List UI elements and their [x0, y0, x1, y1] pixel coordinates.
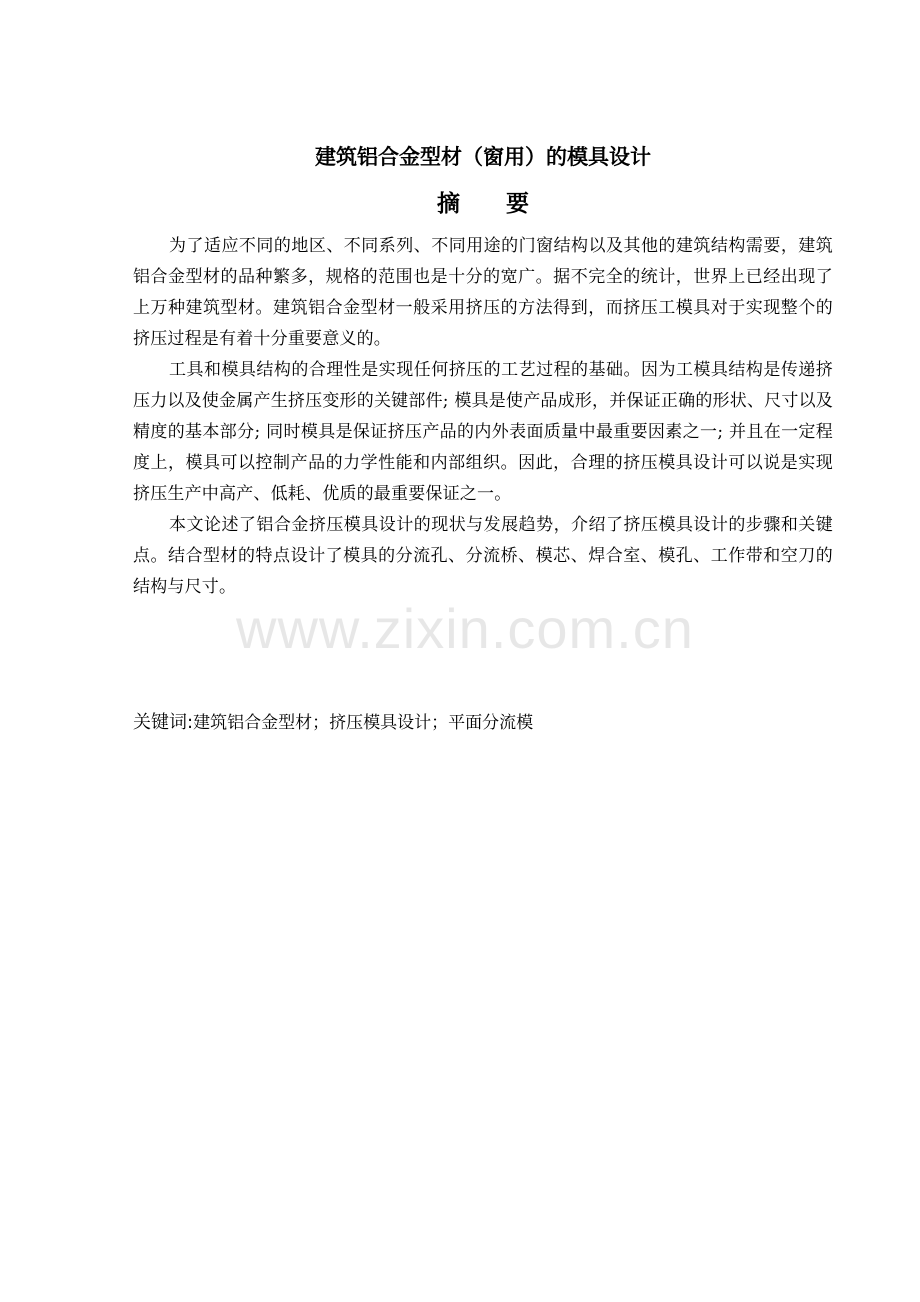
watermark: www.zixin.com.cn [236, 597, 694, 660]
abstract-paragraph-2: 工具和模具结构的合理性是实现任何挤压的工艺过程的基础。因为工模具结构是传递挤压力以及使金属产生挤压变形的关键部件; 模具是使产品成形，并保证正确的形状、尺寸以及精度的基本部分; 同时模具是保证挤压产品的内外表面质量中最重要因素之一; 并且在一定程度上，模具可以控制产品的力学性能和内部组织。因此，合理的挤压模具设计可以说是实现挤压生产中高产、低耗、优质的最重要保证之一。 [133, 360, 833, 504]
abstract-paragraph-3: 本文论述了铝合金挤压模具设计的现状与发展趋势，介绍了挤压模具设计的步骤和关键点。结合型材的特点设计了模具的分流孔、分流桥、模芯、焊合室、模孔、工作带和空刀的结构与尺寸。 [133, 515, 833, 597]
abstract-paragraph-1: 为了适应不同的地区、不同系列、不同用途的门窗结构以及其他的建筑结构需要，建筑铝合金型材的品种繁多，规格的范围也是十分的宽广。据不完全的统计，世界上已经出现了上万种建筑型材。建筑铝合金型材一般采用挤压的方法得到，而挤压工模具对于实现整个的挤压过程是有着十分重要意义的。 [133, 236, 833, 349]
abstract-body [133, 231, 833, 603]
abstract-heading [0, 187, 920, 221]
keywords-text: 建筑铝合金型材；挤压模具设计；平面分流模 [193, 713, 534, 733]
keywords-label: 关键词: [133, 712, 194, 733]
abstract-heading-char-1: 摘 [437, 191, 460, 217]
abstract-heading-char-2: 要 [506, 191, 529, 217]
keywords-line [133, 706, 833, 740]
document-title: 建筑铝合金型材（窗用）的模具设计 [315, 145, 651, 169]
